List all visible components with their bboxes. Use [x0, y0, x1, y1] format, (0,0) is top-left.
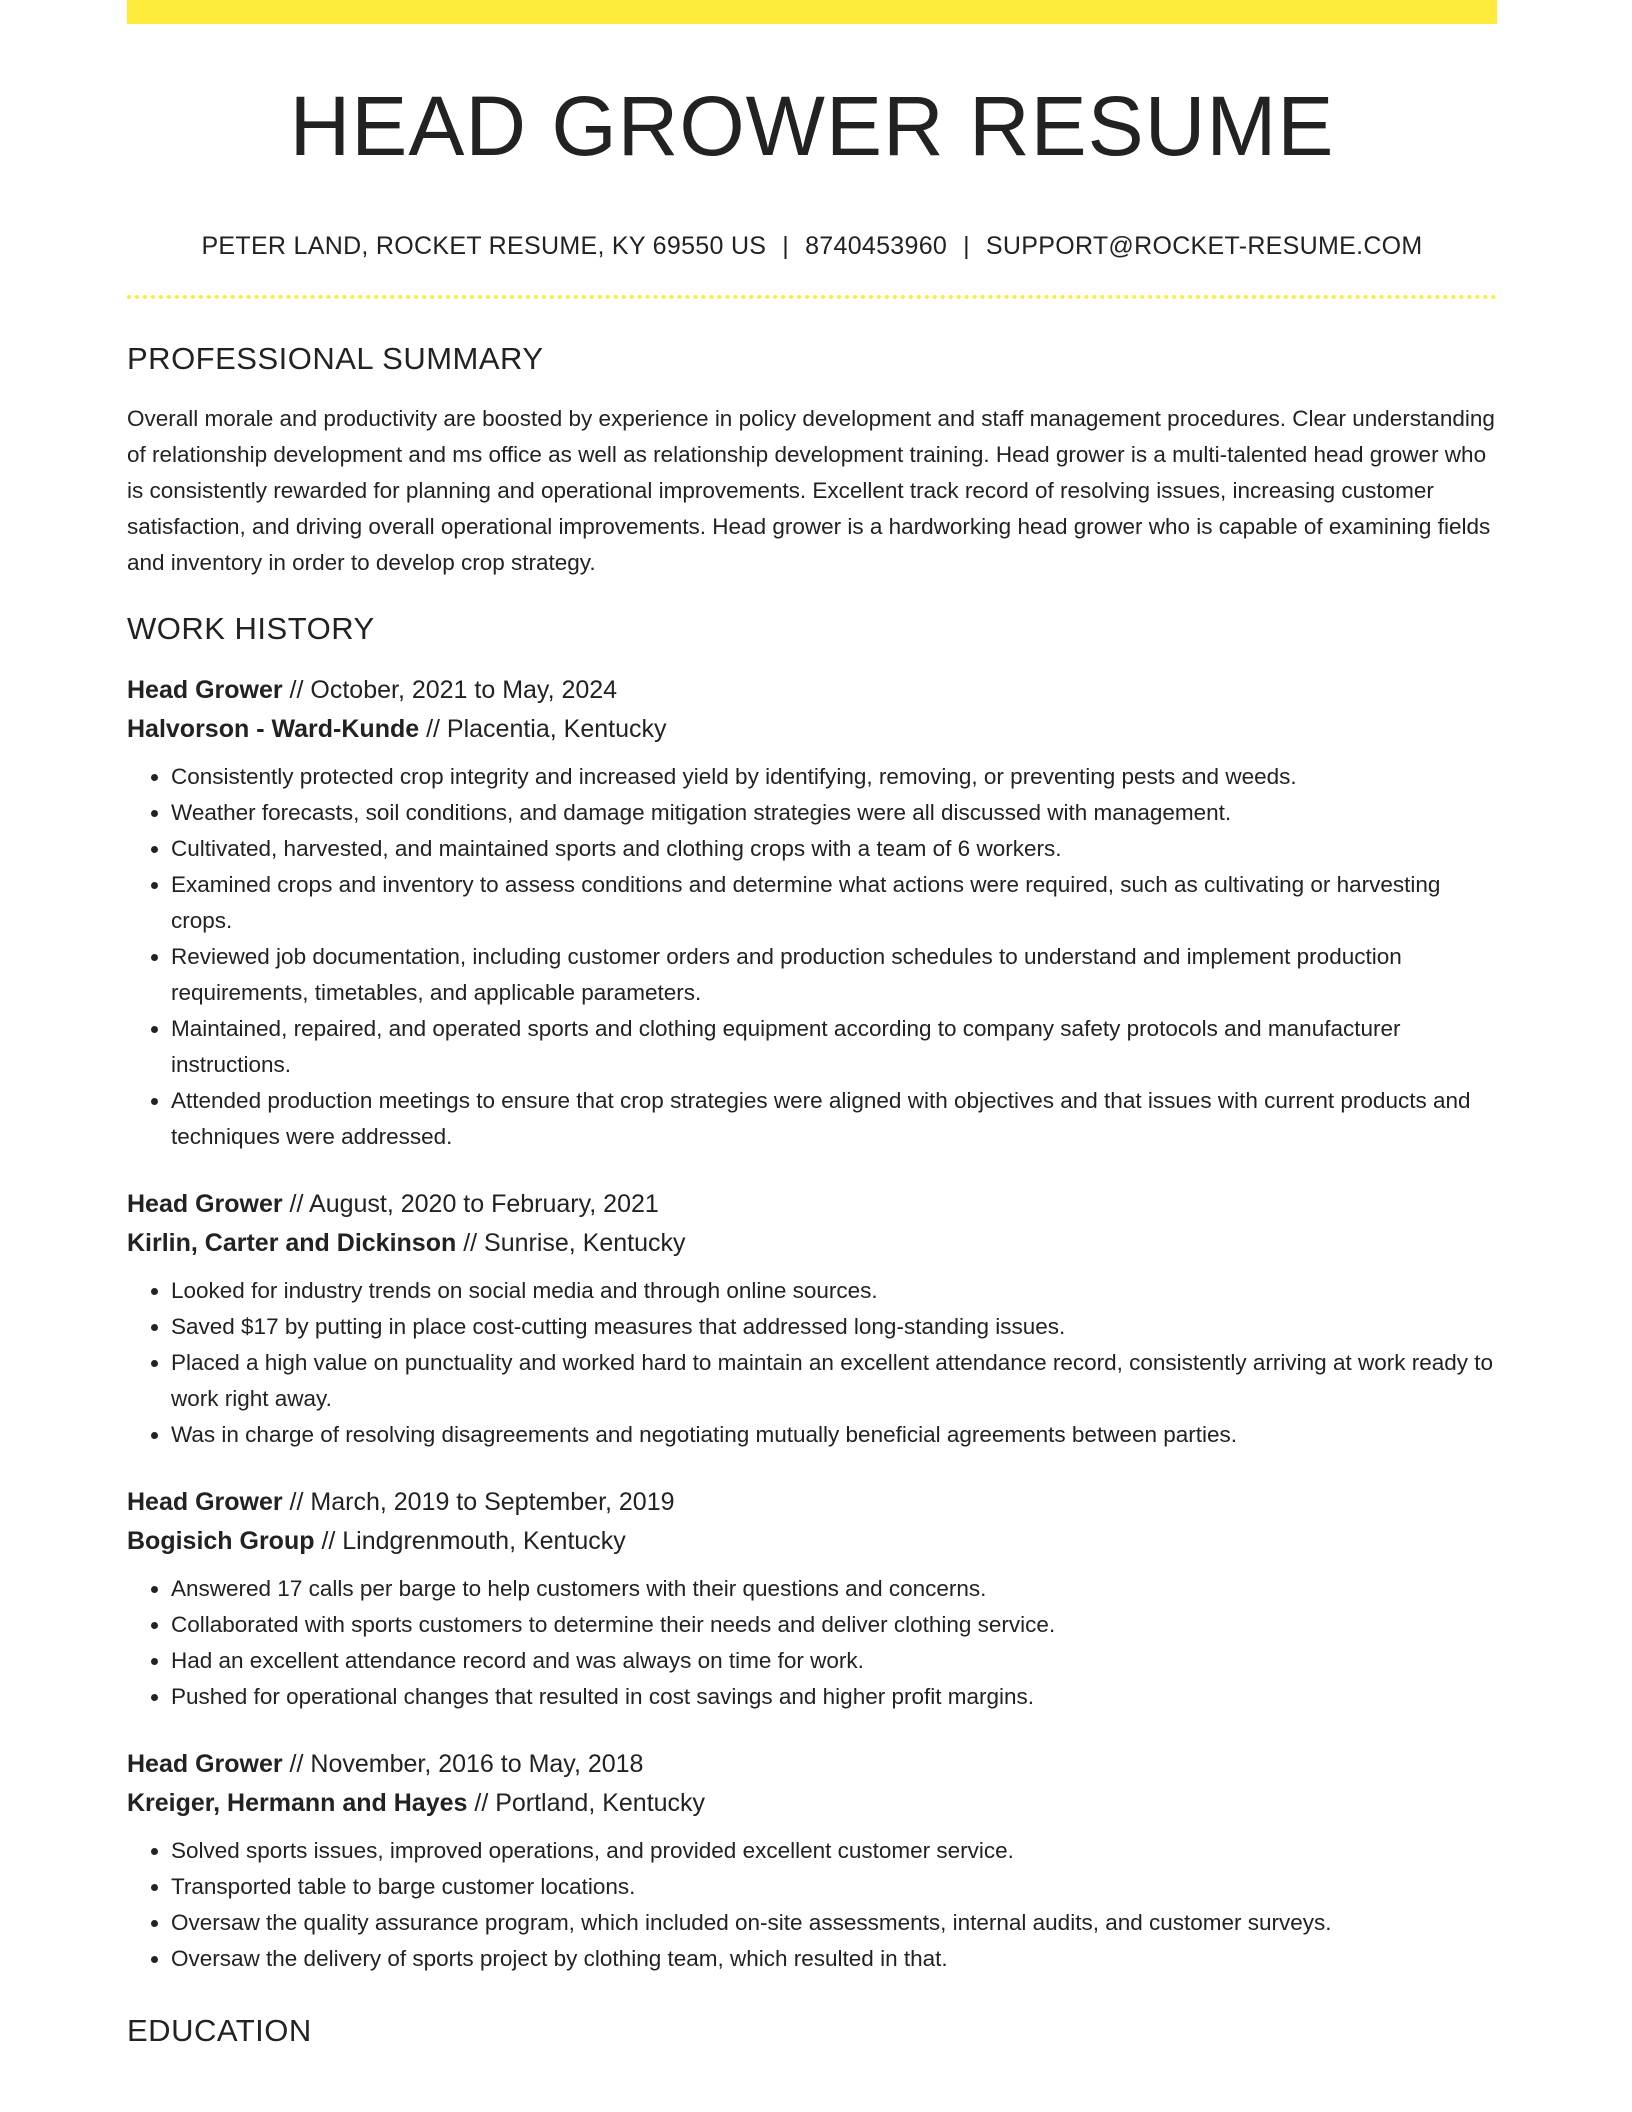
job-title: Head Grower: [127, 1750, 283, 1778]
job-bullet: • Weather forecasts, soil conditions, and damage mitigation strategies were all discussed with management.: [171, 795, 1497, 831]
job-bullet: • Answered 17 calls per barge to help customers with their questions and concerns.: [171, 1571, 1497, 1607]
job-dates: // November, 2016 to May, 2018: [282, 1750, 644, 1778]
job-title: Head Grower: [127, 676, 283, 704]
job-bullet: • Saved $17 by putting in place cost-cutting measures that addressed long-standing issues.: [171, 1309, 1497, 1345]
job-bullet: • Collaborated with sports customers to determine their needs and deliver clothing service.: [171, 1607, 1497, 1643]
job-title: Head Grower: [127, 1190, 283, 1218]
contact-address: PETER LAND, ROCKET RESUME, KY 69550 US: [201, 232, 767, 260]
job-company-line: [127, 1522, 1497, 1561]
job-bullet: • Consistently protected crop integrity and increased yield by identifying, removing, or preventing pests and weeds.: [171, 759, 1497, 795]
job-company: Kirlin, Carter and Dickinson: [127, 1229, 457, 1257]
job-company: Bogisich Group: [127, 1527, 315, 1555]
job-bullet: • Attended production meetings to ensure that crop strategies were aligned with objectives and that issues with current products and techniques were addressed.: [171, 1083, 1497, 1155]
job-company-line: [127, 710, 1497, 749]
job-location: // Portland, Kentucky: [467, 1789, 706, 1817]
work-history-heading: WORK HISTORY: [127, 611, 375, 646]
job-company: Kreiger, Hermann and Hayes: [127, 1789, 468, 1817]
resume-page: [127, 0, 1497, 2049]
job-title-line: [127, 1185, 1497, 1224]
job-bullet: • Cultivated, harvested, and maintained sports and clothing crops with a team of 6 workers.: [171, 831, 1497, 867]
dotted-divider: [127, 295, 1497, 299]
job-bullet: • Examined crops and inventory to assess conditions and determine what actions were required, such as cultivating or harvesting crops.: [171, 867, 1497, 939]
job-title-line: [127, 671, 1497, 710]
job-bullets: [127, 1571, 1497, 1715]
contact-line: [127, 232, 1497, 261]
job-bullet: • Transported table to barge customer locations.: [171, 1869, 1497, 1905]
job-bullets: [127, 759, 1497, 1155]
job-bullet: • Oversaw the delivery of sports project by clothing team, which resulted in that.: [171, 1941, 1497, 1977]
job-entry: [127, 1185, 1497, 1453]
contact-phone: 8740453960: [805, 232, 948, 260]
job-company-line: [127, 1784, 1497, 1823]
job-dates: // August, 2020 to February, 2021: [282, 1190, 659, 1218]
job-location: // Sunrise, Kentucky: [456, 1229, 686, 1257]
job-bullet: • Had an excellent attendance record and was always on time for work.: [171, 1643, 1497, 1679]
education-heading: EDUCATION: [127, 2013, 312, 2048]
summary-heading: PROFESSIONAL SUMMARY: [127, 341, 544, 376]
job-bullet: • Was in charge of resolving disagreements and negotiating mutually beneficial agreements between parties.: [171, 1417, 1497, 1453]
job-bullets: [127, 1833, 1497, 1977]
work-history-list: [127, 671, 1497, 1977]
contact-email: SUPPORT@ROCKET-RESUME.COM: [985, 232, 1423, 260]
job-title-line: [127, 1483, 1497, 1522]
job-bullet: • Solved sports issues, improved operations, and provided excellent customer service.: [171, 1833, 1497, 1869]
job-location: // Placentia, Kentucky: [419, 715, 667, 743]
contact-separator: |: [963, 232, 970, 260]
job-dates: // October, 2021 to May, 2024: [282, 676, 618, 704]
summary-text: Overall morale and productivity are boosted by experience in policy development and staff management procedures. Clear understanding of relationship development and ms office as well as relationship development training. Head grower is a multi-talented head grower who is consistently rewarded for planning and operational improvements. Excellent track record of resolving issues, increasing customer satisfaction, and driving overall operational improvements. Head grower is a hardworking head grower who is capable of examining fields and inventory in order to develop crop strategy.: [127, 406, 1495, 575]
job-bullet: • Placed a high value on punctuality and worked hard to maintain an excellent attendance record, consistently arriving at work ready to work right away.: [171, 1345, 1497, 1417]
job-entry: [127, 1483, 1497, 1715]
contact-separator: |: [782, 232, 790, 260]
job-bullet: • Reviewed job documentation, including customer orders and production schedules to understand and implement production requirements, timetables, and applicable parameters.: [171, 939, 1497, 1011]
job-dates: // March, 2019 to September, 2019: [282, 1488, 675, 1516]
job-bullet: • Looked for industry trends on social media and through online sources.: [171, 1273, 1497, 1309]
job-entry: [127, 1745, 1497, 1977]
job-entry: [127, 671, 1497, 1155]
job-bullet: • Pushed for operational changes that resulted in cost savings and higher profit margins.: [171, 1679, 1497, 1715]
job-title-line: [127, 1745, 1497, 1784]
job-title: Head Grower: [127, 1488, 283, 1516]
job-company-line: [127, 1224, 1497, 1263]
job-company: Halvorson - Ward-Kunde: [127, 715, 420, 743]
job-bullet: • Maintained, repaired, and operated sports and clothing equipment according to company safety protocols and manufacturer instructions.: [171, 1011, 1497, 1083]
page-title: HEAD GROWER RESUME: [289, 79, 1335, 173]
job-bullets: [127, 1273, 1497, 1453]
job-bullet: • Oversaw the quality assurance program, which included on-site assessments, internal audits, and customer surveys.: [171, 1905, 1497, 1941]
job-location: // Lindgrenmouth, Kentucky: [314, 1527, 626, 1555]
top-accent-bar: [127, 0, 1497, 24]
